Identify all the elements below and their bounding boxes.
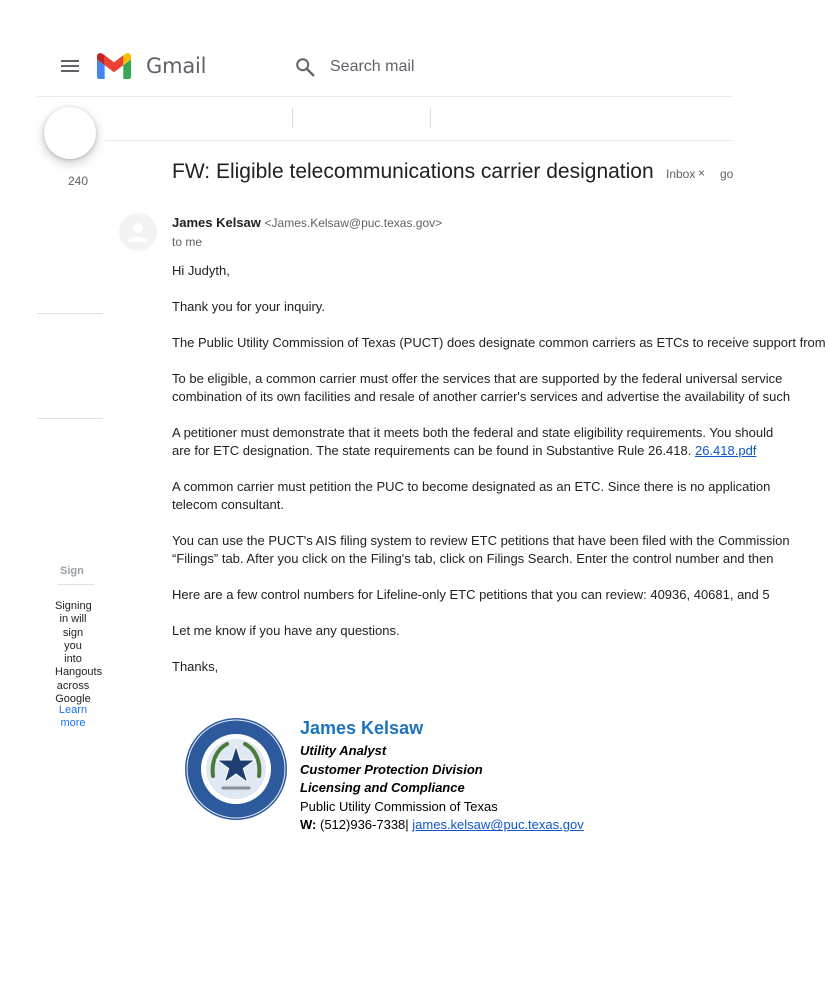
body-paragraph: Here are a few control numbers for Lifeline-only ETC petitions that you can review: 40936, 40681, and 5	[172, 587, 770, 602]
body-paragraph	[172, 532, 790, 568]
sender-name[interactable]: James Kelsaw	[172, 215, 261, 230]
inbox-count: 240	[67, 174, 88, 188]
avatar[interactable]	[119, 213, 157, 251]
signature-org: Public Utility Commission of Texas	[300, 798, 498, 814]
hangouts-word: Signing	[55, 600, 92, 612]
inbox-label-chip[interactable]: Inbox	[666, 167, 696, 181]
search-input[interactable]	[330, 56, 710, 78]
email-signature	[183, 716, 733, 833]
search-icon[interactable]	[294, 56, 316, 78]
hangouts-word: in will	[59, 613, 87, 626]
phone-label: W:	[300, 817, 317, 833]
body-paragraph	[172, 424, 774, 460]
closing: Thanks,	[172, 659, 219, 674]
body-line: combination of its own facilities and resale of another carrier's services and advertise the availability of such	[172, 389, 791, 404]
body-line: are for ETC designation. The state requirements can be found in Substantive Rule 26.418.	[172, 443, 695, 458]
body-line: You can use the PUCT's AIS filing system to review ETC petitions that have been filed with the Commission	[172, 533, 790, 548]
email-subject: FW: Eligible telecommunications carrier designation	[172, 160, 654, 183]
hangouts-divider	[58, 584, 94, 585]
hangouts-word: across	[56, 679, 90, 692]
hangouts-signin-title: Sign	[60, 565, 84, 577]
signature-division: Customer Protection Division	[300, 761, 483, 777]
hangouts-word: into	[64, 653, 82, 666]
sender-email: <James.Kelsaw@puc.texas.gov>	[264, 216, 443, 230]
toolbar-divider	[104, 140, 733, 141]
rail-divider	[37, 313, 103, 314]
person-icon	[119, 213, 157, 251]
sender-line	[172, 215, 442, 230]
hangouts-word: you	[64, 639, 82, 652]
body-line: A common carrier must petition the PUC to become designated as an ETC. Since there is no application	[172, 479, 771, 494]
body-line: telecom consultant.	[172, 497, 285, 512]
signature-name: James Kelsaw	[300, 718, 424, 738]
signature-title: Utility Analyst	[300, 743, 387, 758]
toolbar-separator	[292, 108, 293, 128]
learn-more-link[interactable]: Learn more	[58, 704, 88, 730]
hangouts-word: sign	[62, 626, 84, 639]
puct-seal-icon	[183, 716, 289, 822]
signature-contact	[300, 816, 584, 835]
signature-email-link[interactable]: james.kelsaw@puc.texas.gov	[412, 817, 584, 833]
rule-pdf-link[interactable]: 26.418.pdf	[694, 443, 757, 458]
hangouts-signin-text	[55, 600, 103, 706]
compose-button[interactable]	[44, 107, 96, 159]
body-line: A petitioner must demonstrate that it meets both the federal and state eligibility requirements. You should	[172, 425, 774, 440]
rail-divider	[37, 418, 103, 419]
hangouts-word: Hangouts	[55, 666, 103, 679]
body-line: To be eligible, a common carrier must offer the services that are supported by the federal universal service	[172, 371, 783, 386]
gmail-logo-icon[interactable]	[97, 54, 131, 79]
signature-unit: Licensing and Compliance	[300, 780, 465, 796]
greeting: Hi Judyth,	[172, 263, 230, 278]
toolbar-separator	[430, 108, 431, 128]
body-line: “Filings” tab. After you click on the Filing's tab, click on Filings Search. Enter the control number and then	[172, 551, 774, 566]
gmail-wordmark: Gmail	[146, 54, 207, 78]
body-paragraph: The Public Utility Commission of Texas (PUCT) does designate common carriers as ETCs to receive support from	[172, 335, 826, 350]
email-body	[172, 262, 826, 694]
remove-label-icon[interactable]: ×	[698, 166, 706, 180]
header-divider	[37, 96, 733, 97]
body-paragraph	[172, 478, 771, 514]
body-paragraph: Thank you for your inquiry.	[172, 299, 325, 314]
body-paragraph: Let me know if you have any questions.	[172, 623, 400, 638]
recipient-details[interactable]: to me	[172, 235, 203, 249]
body-paragraph	[172, 370, 791, 406]
label-chip[interactable]: go	[720, 167, 734, 181]
hangouts-word: Google	[55, 693, 91, 706]
phone-number: (512)936-7338|	[316, 817, 413, 833]
main-menu-icon[interactable]	[61, 57, 79, 75]
